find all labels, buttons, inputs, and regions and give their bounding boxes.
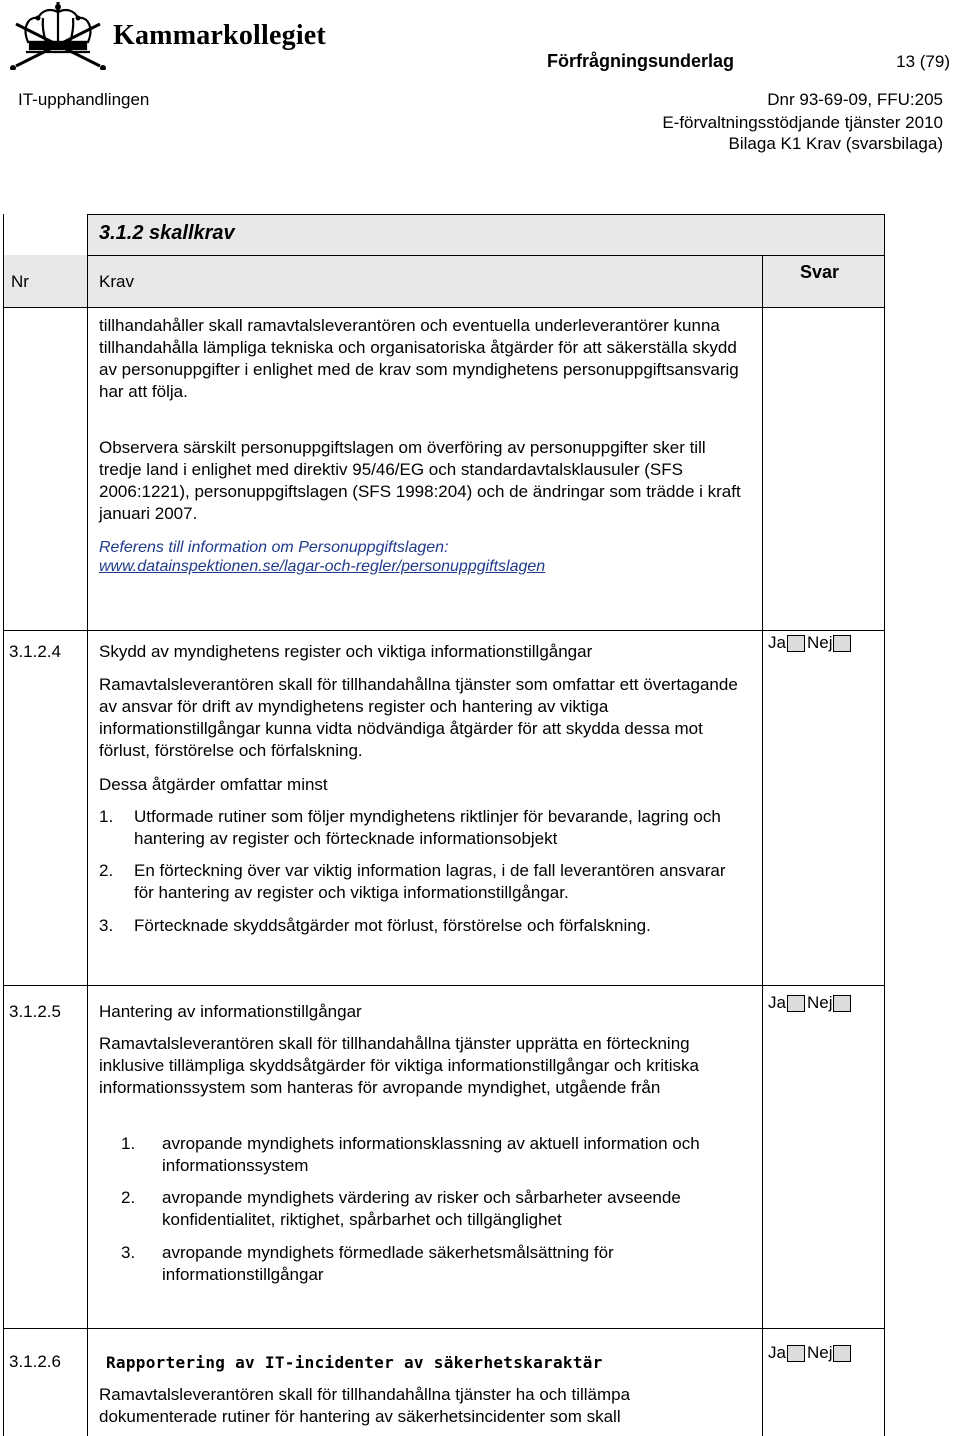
list-number: 3. [99, 916, 114, 935]
yes-label: Ja [768, 993, 786, 1012]
no-checkbox[interactable] [833, 635, 851, 652]
list-number: 3. [121, 1243, 136, 1262]
list-item: Förtecknade skyddsåtgärder mot förlust, förstörelse och förfalskning. [134, 916, 651, 935]
no-label: Nej [806, 1343, 833, 1362]
crown-logo-icon [6, 2, 110, 70]
list-number: 2. [121, 1188, 136, 1207]
list-item: En förteckning över var viktig information lagras, i de fall leverantören ansvarar för hantering av register och viktiga informationstillgångar. [134, 861, 726, 902]
requirement-body: Ramavtalsleverantören skall för tillhandahållna tjänster som omfattar ett övertagande av ansvar för drift av myndighetens register och hantering av viktiga informationstillgångar kunna vidta nödvändiga åtgärder för att skydda dessa mot förlust, förstörelse och förfalskning. [99, 675, 738, 760]
list-number: 1. [121, 1134, 136, 1153]
no-checkbox[interactable] [833, 995, 851, 1012]
list-number: 2. [99, 861, 114, 880]
diary-number: Dnr 93-69-09, FFU:205 [767, 90, 943, 109]
column-svar: Svar [800, 262, 840, 282]
requirement-lead: Dessa åtgärder omfattar minst [99, 775, 328, 794]
no-label: Nej [806, 633, 833, 652]
list-item: avropande myndighets värdering av risker och sårbarheter avseende konfidentialitet, riktighet, spårbarhet och tillgänglighet [162, 1188, 681, 1229]
reference-label: Referens till information om Personuppgiftslagen: [99, 539, 449, 556]
yes-label: Ja [768, 1343, 786, 1362]
no-label: Nej [806, 993, 833, 1012]
page-number: 13 (79) [896, 52, 950, 71]
requirement-nr: 3.1.2.4 [9, 642, 61, 661]
column-nr: Nr [11, 272, 29, 291]
column-header-bg [3, 255, 884, 307]
requirement-title: Hantering av informationstillgångar [99, 1002, 362, 1021]
list-item: avropande myndighets informationsklassning av aktuell information och informationssystem [162, 1134, 700, 1175]
department: IT-upphandlingen [18, 90, 150, 109]
intro-paragraph: tillhandahåller skall ramavtalsleverantören och eventuella underleverantörer kunna tillhandahålla lämpliga tekniska och organisatoriska åtgärder för att säkerställa skydd av personuppgifter i enlighet med de krav som myndighetens personuppgiftsansvarig har att följa. [99, 316, 739, 401]
yes-checkbox[interactable] [787, 635, 805, 652]
requirement-nr: 3.1.2.6 [9, 1352, 61, 1371]
no-checkbox[interactable] [833, 1345, 851, 1362]
yes-label: Ja [768, 633, 786, 652]
reference-link[interactable]: www.datainspektionen.se/lagar-och-regler/personuppgiftslagen [99, 558, 546, 575]
yes-checkbox[interactable] [787, 995, 805, 1012]
answer-options [768, 1343, 853, 1363]
requirement-body: Ramavtalsleverantören skall för tillhandahållna tjänster ha och tillämpa dokumenterade rutiner för hantering av säkerhetsincidenter som skall [99, 1385, 631, 1426]
list-item: avropande myndighets förmedlade säkerhetsmålsättning för informationstillgångar [162, 1243, 614, 1284]
attachment-name: Bilaga K1 Krav (svarsbilaga) [728, 134, 943, 153]
project-name: E-förvaltningsstödjande tjänster 2010 [662, 113, 943, 132]
section-heading: 3.1.2 skallkrav [99, 222, 235, 244]
yes-checkbox[interactable] [787, 1345, 805, 1362]
list-item: Utformade rutiner som följer myndighetens riktlinjer för bevarande, lagring och hantering av register och förtecknade informationsobjekt [134, 807, 721, 848]
column-krav: Krav [99, 272, 134, 291]
observe-paragraph: Observera särskilt personuppgiftslagen om överföring av personuppgifter sker till tredje land i enlighet med direktiv 95/46/EG och standardavtalsklausuler (SFS 2006:1221), personuppgiftslagen (SFS 1998:204) och de ändringar som trädde i kraft januari 2007. [99, 438, 741, 523]
answer-options [768, 633, 853, 653]
document-title: Förfrågningsunderlag [546, 51, 734, 71]
requirement-body: Ramavtalsleverantören skall för tillhandahållna tjänster upprätta en förteckning inklusive tillämpliga skyddsåtgärder för viktiga informationstillgångar och kritiska informationssystem som hanteras för avropande myndighet, utgående från [99, 1034, 699, 1097]
requirement-nr: 3.1.2.5 [9, 1002, 61, 1021]
org-name: Kammarkollegiet [113, 20, 326, 51]
requirement-title: Rapportering av IT-incidenter av säkerhetskaraktär [106, 1353, 603, 1372]
list-number: 1. [99, 807, 114, 826]
answer-options [768, 993, 853, 1013]
requirement-title: Skydd av myndighetens register och viktiga informationstillgångar [99, 642, 593, 661]
